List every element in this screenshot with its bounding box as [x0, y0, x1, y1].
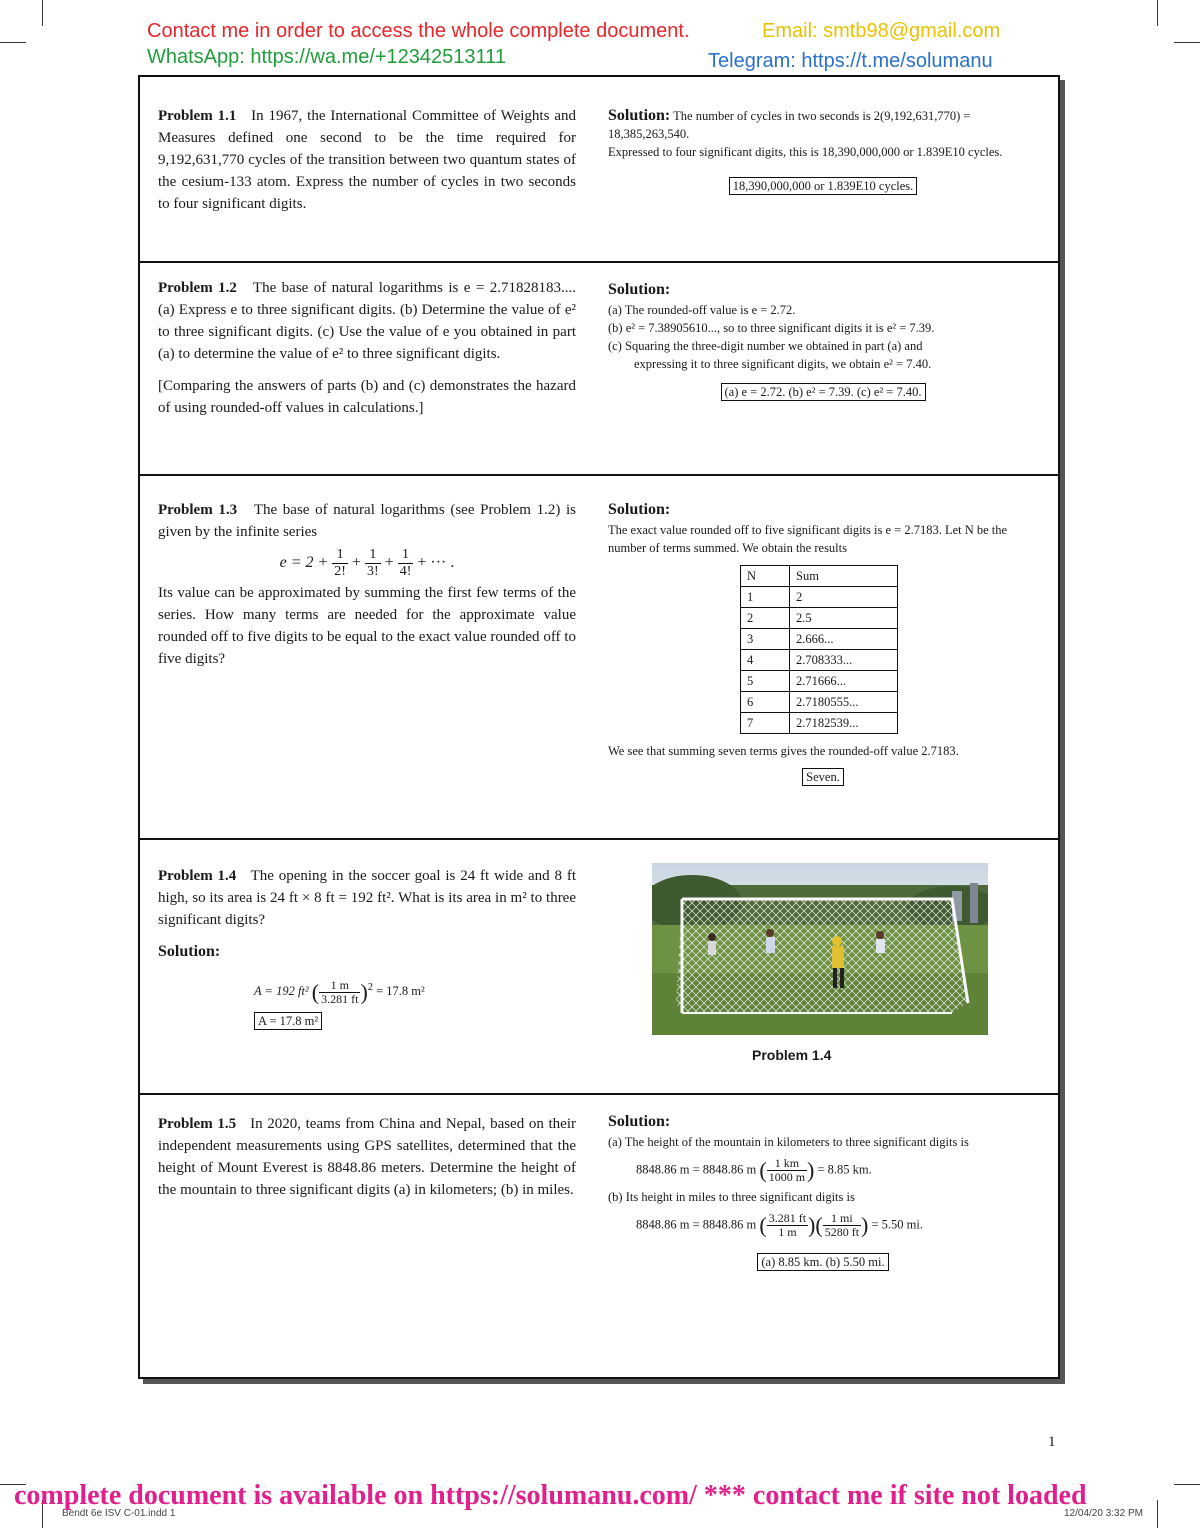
eq-lhs: 8848.86 m = 8848.86 m [636, 1162, 757, 1177]
figure-caption: Problem 1.4 [752, 1047, 832, 1063]
crop-mark [42, 0, 43, 26]
footer-banner-link[interactable]: complete document is available on https://solumanu.com/ *** contact me if site not loaded [14, 1480, 1087, 1511]
cell-sum: 2.5 [790, 608, 898, 629]
fraction-numerator: 1 [398, 547, 414, 564]
table-row [741, 671, 898, 692]
table-row [741, 692, 898, 713]
answer-box: Seven. [802, 768, 844, 786]
eq-lhs: 8848.86 m = 8848.86 m [636, 1217, 757, 1232]
fraction-denominator: 2! [334, 564, 346, 579]
cell-n: 4 [741, 650, 790, 671]
cell-n: 2 [741, 608, 790, 629]
solution-heading: Solution: [608, 107, 671, 124]
cell-sum: 2.71666... [790, 671, 898, 692]
contact-line: Contact me in order to access the whole complete document. [147, 20, 690, 42]
problem-1-3 [158, 499, 576, 670]
footer-date: 12/04/20 3:32 PM [1064, 1508, 1143, 1519]
solution-heading: Solution: [608, 281, 671, 298]
answer-box: (a) 8.85 km. (b) 5.50 mi. [757, 1253, 888, 1271]
solution-line: (c) Squaring the three-digit number we obtained in part (a) and [608, 339, 923, 353]
cell-n: 5 [741, 671, 790, 692]
equation-b: 8848.86 m = 8848.86 m ( $\frac{3.281 ft}{1 m}$ )( $\frac{1 mi}{5280 ft}$ ) = 5.50 mi. [636, 1211, 923, 1239]
email-link[interactable]: Email: smtb98@gmail.com [762, 20, 1001, 42]
cell-n: 6 [741, 692, 790, 713]
solution-1-2 [608, 281, 1038, 401]
cell-sum: 2.708333... [790, 650, 898, 671]
problem-text: In 1967, the International Committee of Weights and Measures defined one second to be the time required for 9,192,631,770 cycles of the transition between two quantum states of the cesium-133 atom. Express the number of cycles in two seconds to four significant digits. [158, 108, 577, 212]
solution-conclusion: We see that summing seven terms gives the rounded-off value 2.7183. [608, 744, 959, 758]
equation-a: 8848.86 m = 8848.86 m ( $\frac{1 km}{1000 m}$ ) = 8.85 km. [636, 1156, 872, 1184]
solution-heading: Solution: [608, 1113, 671, 1130]
eq-lhs: A = 192 ft² [254, 984, 309, 999]
fraction-numerator: 1 [365, 547, 381, 564]
cell-sum: 2.7182539... [790, 713, 898, 734]
fraction-numerator: 1 [332, 547, 348, 564]
crop-mark [1157, 0, 1158, 26]
solution-line: expressing it to three significant digits, we obtain e² = 7.40. [634, 357, 932, 371]
table-row [741, 713, 898, 734]
problem-text: Its value can be approximated by summing the first few terms of the series. How many terms are needed for the approximate value rounded off to five digits to be equal to the exact value rounded off to five digits? [158, 585, 576, 667]
footer-file: Bendt 6e ISV C-01.indd 1 [62, 1508, 176, 1519]
problems-frame [138, 75, 1060, 1379]
eq-rhs: = 8.85 km. [817, 1162, 872, 1177]
fraction-numerator: 1 km [767, 1157, 807, 1171]
series-tail: + ··· . [417, 554, 455, 572]
table-row [741, 629, 898, 650]
crop-mark [1157, 1500, 1158, 1528]
problem-note: [Comparing the answers of parts (b) and (c) demonstrates the hazard of using rounded-off values in calculations.] [158, 378, 576, 416]
eq-rhs: = 17.8 m² [376, 984, 425, 999]
problem-1-2 [158, 277, 576, 419]
problem-heading: Problem 1.5 [158, 1116, 237, 1132]
solution-line: (a) The height of the mountain in kilometers to three significant digits is [608, 1135, 969, 1149]
fraction-denominator: 3.281 ft [321, 991, 359, 1006]
crop-mark [1174, 1484, 1200, 1485]
problem-1-4 [158, 865, 576, 1032]
table-header: N [741, 566, 790, 587]
fraction-denominator: 3! [367, 564, 379, 579]
solution-heading: Solution: [608, 501, 671, 518]
solution-1-3 [608, 501, 1038, 786]
solution-line: (b) e² = 7.38905610..., so to three significant digits it is e² = 7.39. [608, 321, 935, 335]
solution-line: (a) The rounded-off value is e = 2.72. [608, 303, 796, 317]
answer-box: 18,390,000,000 or 1.839E10 cycles. [729, 177, 918, 195]
solution-line: (b) Its height in miles to three significant digits is [608, 1190, 855, 1204]
cell-n: 1 [741, 587, 790, 608]
page-number: 1 [1048, 1434, 1056, 1450]
area-equation: A = 192 ft² ( $\frac{1 m}{3.281 ft}$ )$^2$ = 17.8 m² [254, 977, 425, 1006]
fraction-denominator: 4! [399, 564, 412, 579]
table-row [741, 650, 898, 671]
cell-sum: 2 [790, 587, 898, 608]
cell-n: 3 [741, 629, 790, 650]
section-divider [140, 474, 1058, 476]
crop-mark [1174, 42, 1200, 43]
solution-line: The number of cycles in two seconds is 2(9,192,631,770) = 18,385,263,540. [608, 109, 971, 141]
fraction-numerator: 1 m [319, 979, 360, 993]
cell-n: 7 [741, 713, 790, 734]
problem-heading: Problem 1.3 [158, 502, 238, 518]
table-header: Sum [790, 566, 898, 587]
eq-rhs: = 5.50 mi. [871, 1217, 923, 1232]
cell-sum: 2.7180555... [790, 692, 898, 713]
fraction-denominator: 1 m [778, 1225, 797, 1239]
solution-heading: Solution: [158, 943, 221, 960]
table-row [741, 608, 898, 629]
section-divider [140, 261, 1058, 263]
problem-text: The base of natural logarithms (see Problem 1.2) is given by the infinite series [158, 502, 577, 540]
table-row [741, 587, 898, 608]
problem-text: In 2020, teams from China and Nepal, based on their independent measurements using GPS satellites, determined that the height of Mount Everest is 8848.86 meters. Determine the height of the mountain to three significant digits (a) in kilometers; (b) in miles. [158, 1116, 577, 1198]
series-lead: e = 2 + [279, 554, 329, 572]
telegram-link[interactable]: Telegram: https://t.me/solumanu [708, 50, 993, 72]
solution-1-5 [608, 1113, 1038, 1271]
section-divider [140, 838, 1058, 840]
fraction-denominator: 1000 m [768, 1170, 806, 1184]
solution-1-1 [608, 107, 1038, 195]
answer-box: (a) e = 2.72. (b) e² = 7.39. (c) e² = 7.40. [721, 383, 926, 401]
problem-heading: Problem 1.1 [158, 108, 237, 124]
fraction-numerator: 3.281 ft [768, 1211, 807, 1225]
problem-text: The opening in the soccer goal is 24 ft wide and 8 ft high, so its area is 24 ft × 8 ft = 192 ft². What is its area in m² to three significant digits? [158, 868, 577, 928]
fraction-denominator: 5280 ft [824, 1225, 860, 1239]
crop-mark [0, 42, 26, 43]
series-equation: e = 2 + $\frac{1}{2!}$ + $\frac{1}{3!}$ + $\frac{1}{4!}$ + ··· . [279, 547, 455, 579]
problem-1-1 [158, 105, 576, 215]
solution-line: Expressed to four significant digits, this is 18,390,000,000 or 1.839E10 cycles. [608, 145, 1003, 159]
problem-heading: Problem 1.4 [158, 868, 237, 884]
soccer-goal-photo [652, 863, 988, 1035]
problem-text: The base of natural logarithms is e = 2.71828183.... (a) Express e to three significant digits. (b) Determine the value of e² to three significant digits. (c) Use the value of e you obtained in part (a) to determine the value of e² to three significant digits. [158, 280, 576, 362]
whatsapp-link[interactable]: WhatsApp: https://wa.me/+12342513111 [147, 46, 506, 68]
cell-sum: 2.666... [790, 629, 898, 650]
answer-box: A = 17.8 m² [254, 1012, 322, 1030]
problem-heading: Problem 1.2 [158, 280, 237, 296]
solution-intro: The exact value rounded off to five significant digits is e = 2.7183. Let N be the number of terms summed. We obtain the results [608, 523, 1008, 555]
problem-1-5 [158, 1113, 576, 1201]
sum-table [740, 565, 898, 734]
fraction-numerator: 1 mi [823, 1212, 861, 1226]
section-divider [140, 1093, 1058, 1095]
